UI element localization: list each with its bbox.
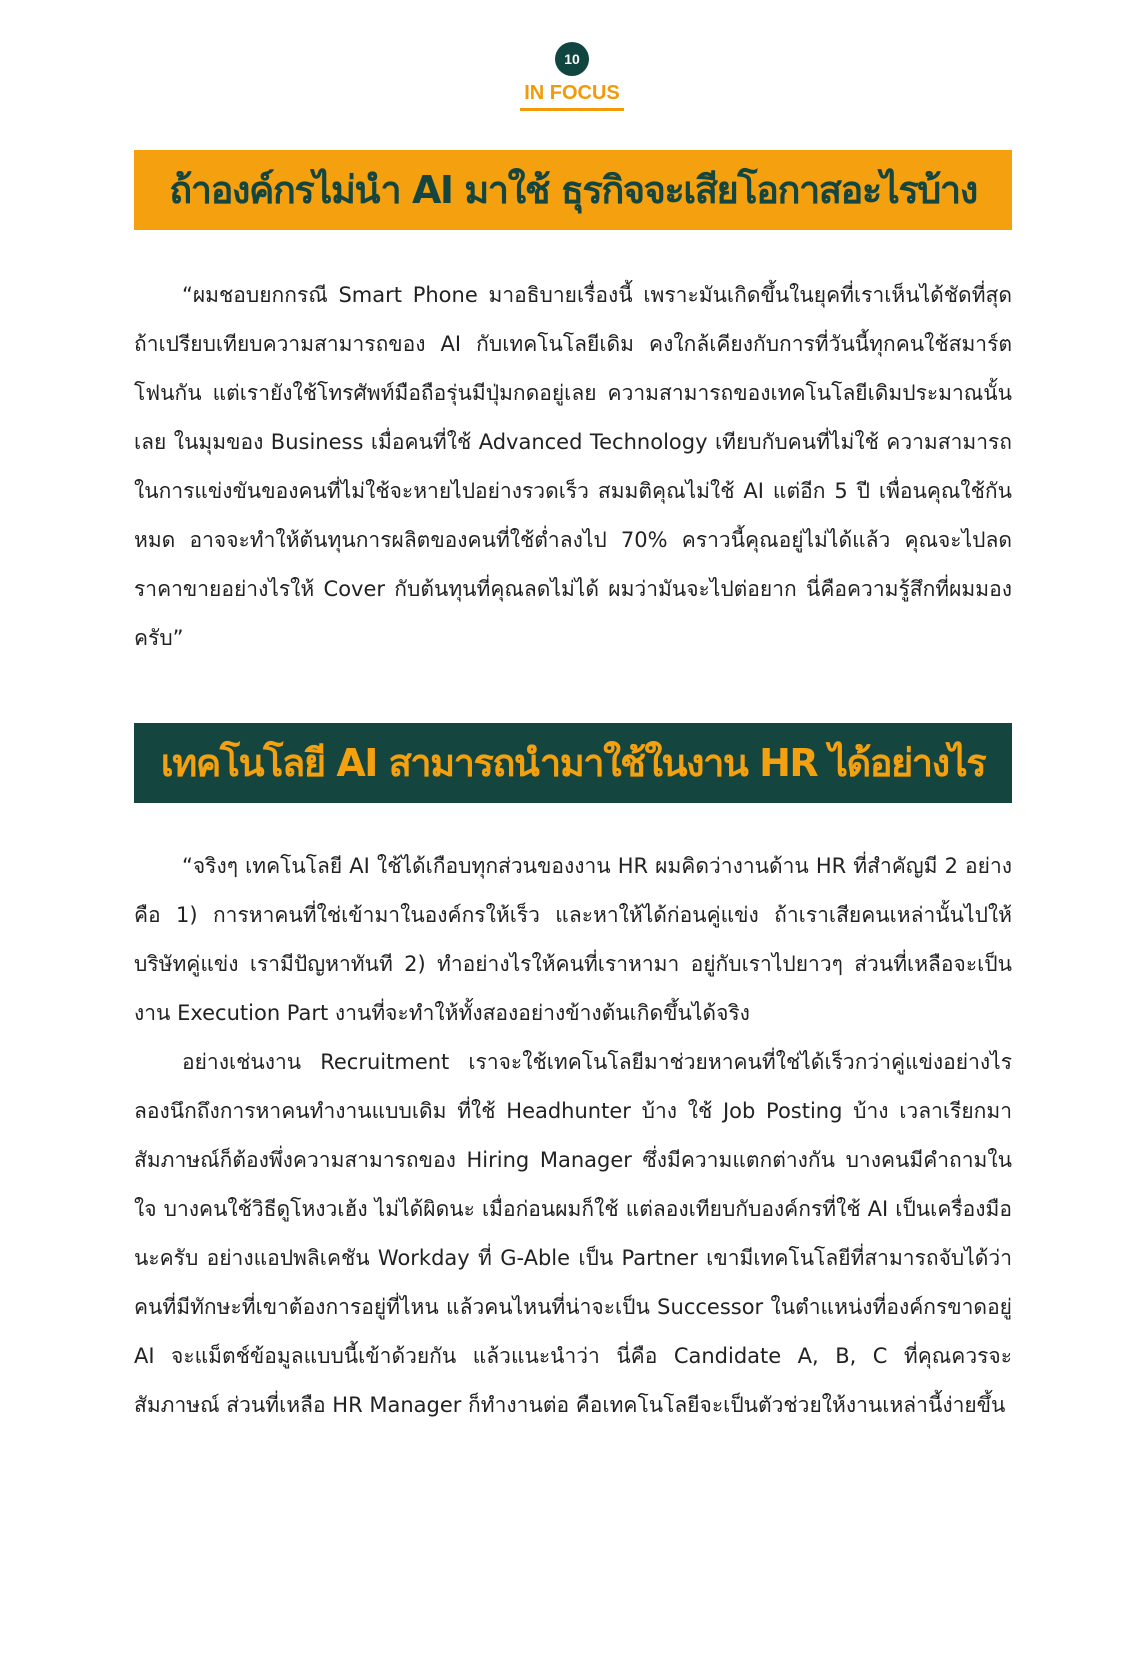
section-body-ai-opportunity: [134, 271, 1012, 663]
body-paragraph: “จริงๆ เทคโนโลยี AI ใช้ได้เกือบทุกส่วนของงาน HR ผมคิดว่างานด้าน HR ที่สำคัญมี 2 อย่างคือ 1) การหาคนที่ใช่เข้ามาในองค์กรให้เร็ว และหาให้ได้ก่อนคู่แข่ง ถ้าเราเสียคนเหล่านั้นไปให้บริษัทคู่แข่ง เรามีปัญหาทันที 2) ทำอย่างไรให้คนที่เราหามา อยู่กับเราไปยาวๆ ส่วนที่เหลือจะเป็นงาน Execution Part งานที่จะทำให้ทั้งสองอย่างข้างต้นเกิดขึ้นได้จริง: [134, 854, 1012, 1025]
page-number-badge: 10: [555, 42, 589, 76]
section-tag: IN FOCUS: [520, 80, 624, 111]
body-paragraph: “ผมชอบยกกรณี Smart Phone มาอธิบายเรื่องนี้ เพราะมันเกิดขึ้นในยุคที่เราเห็นได้ชัดที่สุด ถ้าเปรียบเทียบความสามารถของ AI กับเทคโนโลยีเดิม คงใกล้เคียงกับการที่วันนี้ทุกคนใช้สมาร์ตโฟนกัน แต่เรายังใช้โทรศัพท์มือถือรุ่นมีปุ่มกดอยู่เลย ความสามารถของเทคโนโลยีเดิมประมาณนั้นเลย ในมุมของ Business เมื่อคนที่ใช้ Advanced Technology เทียบกับคนที่ไม่ใช้ ความสามารถในการแข่งขันของคนที่ไม่ใช้จะหายไปอย่างรวดเร็ว สมมติคุณไม่ใช้ AI แต่อีก 5 ปี เพื่อนคุณใช้กันหมด อาจจะทำให้ต้นทุนการผลิตของคนที่ใช้ต่ำลงไป 70% คราวนี้คุณอยู่ไม่ได้แล้ว คุณจะไปลดราคาขายอย่างไรให้ Cover กับต้นทุนที่คุณลดไม่ได้ ผมว่ามันจะไปต่อยาก นี่คือความรู้สึกที่ผมมองครับ”: [134, 283, 1012, 650]
section-body-ai-in-hr: [134, 842, 1012, 1430]
section-heading-ai-opportunity: ถ้าองค์กรไม่นำ AI มาใช้ ธุรกิจจะเสียโอกาสอะไรบ้าง: [134, 150, 1012, 230]
section-heading-ai-in-hr: เทคโนโลยี AI สามารถนำมาใช้ในงาน HR ได้อย่างไร: [134, 723, 1012, 803]
body-paragraph: อย่างเช่นงาน Recruitment เราจะใช้เทคโนโลยีมาช่วยหาคนที่ใช่ได้เร็วกว่าคู่แข่งอย่างไร ลองนึกถึงการหาคนทำงานแบบเดิม ที่ใช้ Headhunter บ้าง ใช้ Job Posting บ้าง เวลาเรียกมาสัมภาษณ์ก็ต้องพึ่งความสามารถของ Hiring Manager ซึ่งมีความแตกต่างกัน บางคนมีคำถามในใจ บางคนใช้วิธีดูโหงวเฮ้ง ไม่ได้ผิดนะ เมื่อก่อนผมก็ใช้ แต่ลองเทียบกับองค์กรที่ใช้ AI เป็นเครื่องมือนะครับ อย่างแอปพลิเคชัน Workday ที่ G-Able เป็น Partner เขามีเทคโนโลยีที่สามารถจับได้ว่าคนที่มีทักษะที่เขาต้องการอยู่ที่ไหน แล้วคนไหนที่น่าจะเป็น Successor ในตำแหน่งที่องค์กรขาดอยู่ AI จะแม็ตช์ข้อมูลแบบนี้เข้าด้วยกัน แล้วแนะนำว่า นี่คือ Candidate A, B, C ที่คุณควรจะสัมภาษณ์ ส่วนที่เหลือ HR Manager ก็ทำงานต่อ คือเทคโนโลยีจะเป็นตัวช่วยให้งานเหล่านี้ง่ายขึ้น: [134, 1050, 1012, 1417]
